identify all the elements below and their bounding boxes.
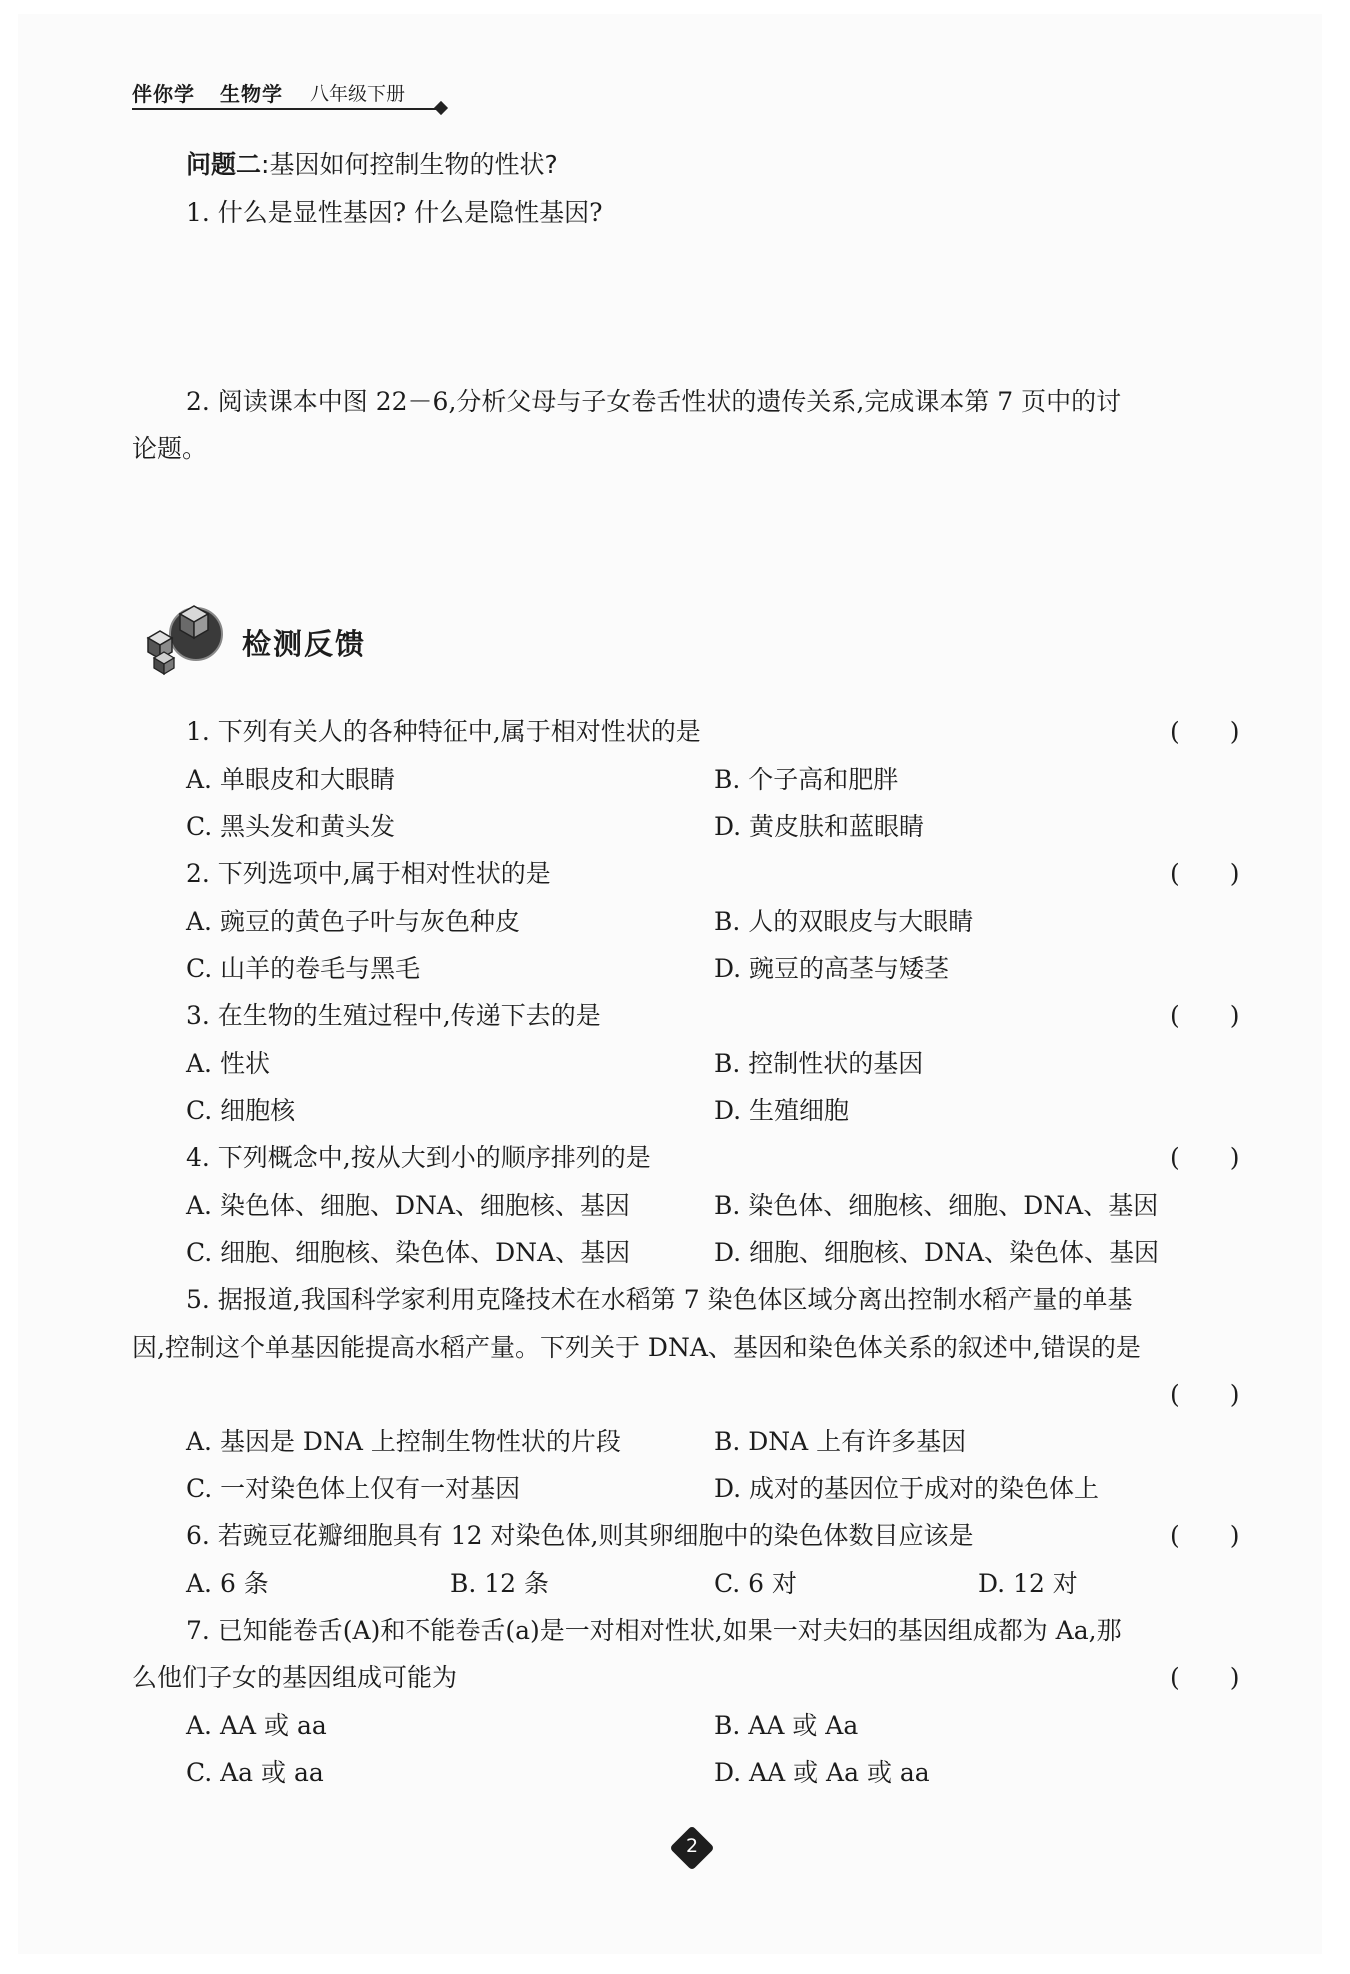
q5-answer-blank: ( ) [1170, 1380, 1240, 1409]
q3-option-a: A. 性状 [186, 1049, 270, 1078]
q6-option-c: C. 6 对 [714, 1569, 797, 1598]
q4-answer-blank: ( ) [1170, 1143, 1240, 1172]
q6-option-b: B. 12 条 [450, 1569, 550, 1598]
q7-option-d: D. AA 或 Aa 或 aa [714, 1758, 930, 1787]
header-diamond-icon [434, 101, 448, 115]
q3-option-b: B. 控制性状的基因 [714, 1049, 924, 1078]
q5-stem-line1: 5. 据报道,我国科学家利用克隆技术在水稻第 7 染色体区域分离出控制水稻产量的单基 [186, 1285, 1133, 1314]
q2-answer-blank: ( ) [1170, 859, 1240, 888]
q6-stem: 6. 若豌豆花瓣细胞具有 12 对染色体,则其卵细胞中的染色体数目应该是 [186, 1521, 974, 1550]
q5-stem-line2: 因,控制这个单基因能提高水稻产量。下列关于 DNA、基因和染色体关系的叙述中,错误的是 [132, 1333, 1141, 1362]
q1-answer-blank: ( ) [1170, 717, 1240, 746]
q7-stem-line2: 么他们子女的基因组成可能为 [132, 1663, 458, 1692]
grade-label: 八年级下册 [310, 83, 406, 105]
header-rule [132, 108, 442, 110]
question2-item2-line1: 2. 阅读课本中图 22－6,分析父母与子女卷舌性状的遗传关系,完成课本第 7 页中的讨 [186, 387, 1122, 416]
q5-option-a: A. 基因是 DNA 上控制生物性状的片段 [186, 1427, 621, 1456]
q4-option-d: D. 细胞、细胞核、DNA、染色体、基因 [714, 1238, 1160, 1267]
q7-stem-line1: 7. 已知能卷舌(A)和不能卷舌(a)是一对相对性状,如果一对夫妇的基因组成都为 Aa,那 [186, 1616, 1122, 1645]
q7-option-a: A. AA 或 aa [186, 1711, 327, 1740]
question2-text: :基因如何控制生物的性状? [261, 150, 558, 179]
question2-item2-line2: 论题。 [132, 434, 208, 463]
question2-label: 问题二 [186, 150, 262, 179]
q5-option-d: D. 成对的基因位于成对的染色体上 [714, 1474, 1100, 1503]
section-heading [140, 596, 440, 676]
page-number: 2 [685, 1835, 699, 1857]
q1-option-c: C. 黑头发和黄头发 [186, 812, 396, 841]
q6-option-a: A. 6 条 [186, 1569, 269, 1598]
page-number-badge [671, 1827, 713, 1869]
q1-option-d: D. 黄皮肤和蓝眼睛 [714, 812, 925, 841]
book-title: 伴你学 [132, 82, 195, 106]
question2-item1: 1. 什么是显性基因? 什么是隐性基因? [186, 198, 603, 227]
q2-option-b: B. 人的双眼皮与大眼睛 [714, 907, 974, 936]
q2-option-c: C. 山羊的卷毛与黑毛 [186, 954, 421, 983]
q7-answer-blank: ( ) [1170, 1663, 1240, 1692]
cube-badge-icon [140, 596, 232, 676]
q1-stem: 1. 下列有关人的各种特征中,属于相对性状的是 [186, 717, 701, 746]
q4-option-c: C. 细胞、细胞核、染色体、DNA、基因 [186, 1238, 631, 1267]
q7-option-b: B. AA 或 Aa [714, 1711, 859, 1740]
section-title: 检测反馈 [242, 627, 367, 661]
q2-option-a: A. 豌豆的黄色子叶与灰色种皮 [186, 907, 520, 936]
q4-option-a: A. 染色体、细胞、DNA、细胞核、基因 [186, 1191, 630, 1220]
q2-option-d: D. 豌豆的高茎与矮茎 [714, 954, 950, 983]
q6-option-d: D. 12 对 [978, 1569, 1078, 1598]
q2-stem: 2. 下列选项中,属于相对性状的是 [186, 859, 551, 888]
q3-stem: 3. 在生物的生殖过程中,传递下去的是 [186, 1001, 601, 1030]
q5-option-b: B. DNA 上有许多基因 [714, 1427, 967, 1456]
q4-option-b: B. 染色体、细胞核、细胞、DNA、基因 [714, 1191, 1159, 1220]
question2-heading [186, 148, 558, 182]
subject-title: 生物学 [220, 82, 283, 106]
q4-stem: 4. 下列概念中,按从大到小的顺序排列的是 [186, 1143, 651, 1172]
q7-option-c: C. Aa 或 aa [186, 1758, 324, 1787]
running-header [132, 70, 450, 114]
q1-option-a: A. 单眼皮和大眼睛 [186, 765, 395, 794]
q5-option-c: C. 一对染色体上仅有一对基因 [186, 1474, 521, 1503]
q3-answer-blank: ( ) [1170, 1001, 1240, 1030]
q3-option-c: C. 细胞核 [186, 1096, 296, 1125]
q1-option-b: B. 个子高和肥胖 [714, 765, 899, 794]
q3-option-d: D. 生殖细胞 [714, 1096, 850, 1125]
q6-answer-blank: ( ) [1170, 1521, 1240, 1550]
